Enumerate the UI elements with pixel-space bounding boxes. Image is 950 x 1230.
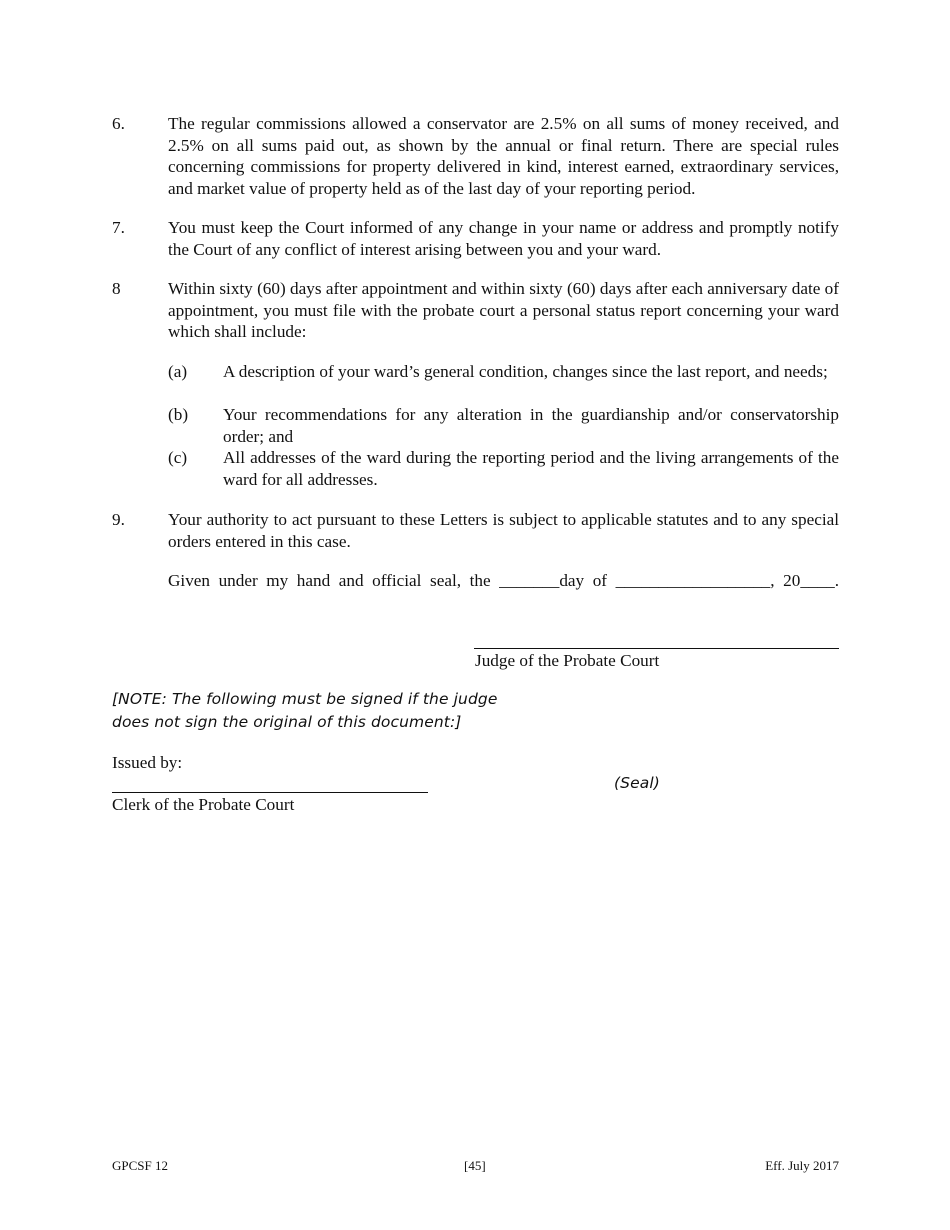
footer-form-id: GPCSF 12 bbox=[112, 1158, 168, 1173]
issued-by-label: Issued by: bbox=[112, 753, 183, 772]
note-line-2: does not sign the original of this document:] bbox=[112, 713, 462, 731]
paragraph-number: 7. bbox=[112, 218, 125, 237]
paragraph-6 bbox=[112, 113, 839, 199]
paragraph-text: You must keep the Court informed of any change in your name or address and promptly notify the Court of any conflict of interest arising between you and your ward. bbox=[168, 218, 839, 259]
subitem-b bbox=[168, 404, 839, 447]
subitem-label: (a) bbox=[168, 362, 188, 381]
subitem-text: Your recommendations for any alteration in the guardianship and/or conservatorship order; and bbox=[223, 405, 839, 446]
paragraph-7 bbox=[112, 217, 839, 260]
paragraph-text: Your authority to act pursuant to these Letters is subject to applicable statutes and to any special orders entered in this case. bbox=[168, 510, 839, 551]
paragraph-text: Within sixty (60) days after appointment and within sixty (60) days after each anniversary date of appointment, you must file with the probate court a personal status report concerning your ward which shall include: bbox=[168, 279, 839, 341]
judge-signature-line[interactable] bbox=[474, 648, 839, 649]
subitem-label: (b) bbox=[168, 405, 189, 424]
subitem-a bbox=[168, 361, 839, 383]
footer-effective-date: Eff. July 2017 bbox=[765, 1158, 839, 1173]
paragraph-8 bbox=[112, 278, 839, 343]
subitem-text: All addresses of the ward during the reporting period and the living arrangements of the ward for all addresses. bbox=[223, 448, 839, 489]
paragraph-number: 6. bbox=[112, 114, 125, 133]
given-under-hand-line: Given under my hand and official seal, the _______day of __________________, 20____. bbox=[168, 571, 839, 590]
judge-label: Judge of the Probate Court bbox=[475, 651, 660, 670]
paragraph-text: The regular commissions allowed a conservator are 2.5% on all sums of money received, and 2.5% on all sums paid out, as shown by the annual or final return. There are special rules concerning commissions for property delivered in kind, interest earned, extraordinary services, and market value of property held as of the last day of your reporting period. bbox=[168, 114, 839, 198]
clerk-label: Clerk of the Probate Court bbox=[112, 795, 295, 814]
paragraph-9 bbox=[112, 509, 839, 552]
seal-label: (Seal) bbox=[614, 774, 660, 792]
subitem-label: (c) bbox=[168, 448, 188, 467]
paragraph-number: 9. bbox=[112, 510, 125, 529]
clerk-signature-line[interactable] bbox=[112, 792, 428, 793]
subitem-text: A description of your ward’s general condition, changes since the last report, and needs; bbox=[223, 362, 828, 381]
subitem-c bbox=[168, 447, 839, 490]
note-line-1: [NOTE: The following must be signed if the judge bbox=[112, 690, 498, 708]
paragraph-number: 8 bbox=[112, 279, 121, 298]
footer-page-number: [45] bbox=[464, 1158, 486, 1173]
